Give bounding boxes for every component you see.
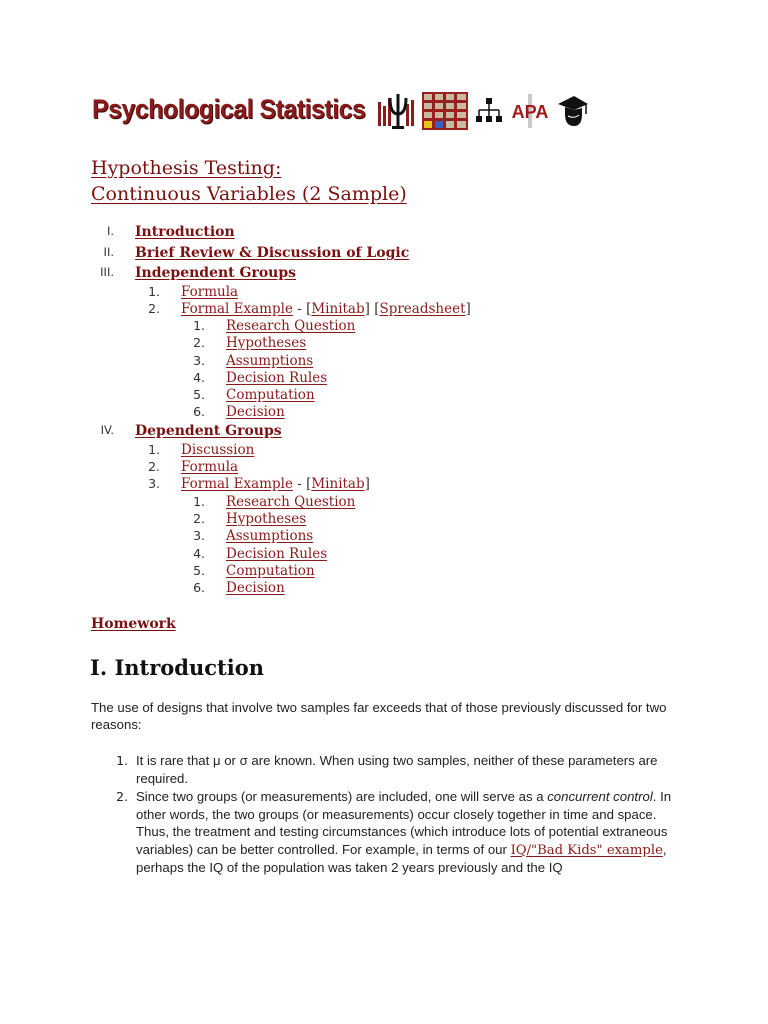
list-number: 2. <box>116 789 128 804</box>
minitab-link[interactable]: Minitab <box>311 476 365 492</box>
hierarchy-tree-icon <box>474 94 504 132</box>
toc-number: 3. <box>193 528 205 543</box>
formal-example-line <box>181 301 471 317</box>
toc-number: 2. <box>148 459 160 474</box>
graduate-cap-icon <box>556 92 590 134</box>
toc-link-dependent-groups[interactable]: Dependent Groups <box>135 423 282 439</box>
toc-link-decision[interactable]: Decision <box>226 404 285 420</box>
separator-text: ] <box>465 301 471 317</box>
toc-number: 2. <box>148 301 160 316</box>
separator-text: ] <box>364 476 370 492</box>
text-segment: , perhaps the IQ of the population was taken 2 years previously and the IQ <box>136 841 667 875</box>
toc-link-computation[interactable]: Computation <box>226 563 315 579</box>
toc-link-computation[interactable]: Computation <box>226 387 315 403</box>
toc-number: 2. <box>193 335 205 350</box>
banner <box>92 88 592 138</box>
toc-link-research-question[interactable]: Research Question <box>226 494 356 510</box>
toc-number: 1. <box>148 284 160 299</box>
toc-roman-numeral: II. <box>103 245 114 259</box>
spreadsheet-link[interactable]: Spreadsheet <box>379 301 466 317</box>
psi-bars-icon <box>376 92 416 134</box>
text-segment: Since two groups (or measurements) are included, one will serve as a <box>136 789 548 804</box>
toc-number: 4. <box>193 546 205 561</box>
toc-link-introduction[interactable]: Introduction <box>135 224 235 240</box>
toc-number: 1. <box>193 318 205 333</box>
toc-number: 4. <box>193 370 205 385</box>
toc-link-discussion[interactable]: Discussion <box>181 442 255 458</box>
formal-example-line <box>181 476 370 492</box>
separator-text: - [ <box>292 476 312 492</box>
emphasis-text: concurrent control <box>547 789 653 804</box>
toc-roman-numeral: III. <box>100 265 114 279</box>
toc-link-assumptions[interactable]: Assumptions <box>226 353 314 369</box>
list-number: 1. <box>116 753 128 768</box>
separator-text: - [ <box>292 301 312 317</box>
toc-link-formal-example[interactable]: Formal Example <box>181 301 293 317</box>
minitab-link[interactable]: Minitab <box>311 301 365 317</box>
section-heading: I. Introduction <box>90 655 264 680</box>
homework-link[interactable]: Homework <box>91 616 176 632</box>
toc-link-review[interactable]: Brief Review & Discussion of Logic <box>135 245 410 261</box>
toc-link-formula[interactable]: Formula <box>181 284 239 300</box>
toc-link-formal-example[interactable]: Formal Example <box>181 476 293 492</box>
toc-link-assumptions[interactable]: Assumptions <box>226 528 314 544</box>
list-item-text <box>136 788 676 877</box>
toc-number: 1. <box>148 442 160 457</box>
page-title <box>91 155 407 207</box>
title-line-1: Hypothesis Testing: <box>91 157 282 179</box>
apa-logo-icon <box>510 92 550 134</box>
svg-text:APA: APA <box>511 102 549 122</box>
toc-number: 6. <box>193 404 205 419</box>
banner-title: Psychological Statistics <box>92 94 366 124</box>
toc-link-research-question[interactable]: Research Question <box>226 318 356 334</box>
toc-number: 3. <box>193 353 205 368</box>
list-item-text: It is rare that μ or σ are known. When using two samples, neither of these parameters are required. <box>136 753 658 786</box>
iq-bad-kids-link[interactable]: IQ/"Bad Kids" example <box>510 842 663 858</box>
toc-link-decision-rules[interactable]: Decision Rules <box>226 546 328 562</box>
toc-number: 5. <box>193 563 205 578</box>
title-line-2: Continuous Variables (2 Sample) <box>91 183 407 205</box>
toc-number: 1. <box>193 494 205 509</box>
toc-number: 6. <box>193 580 205 595</box>
toc-number: 2. <box>193 511 205 526</box>
toc-number: 3. <box>148 476 160 491</box>
separator-text: ] [ <box>364 301 380 317</box>
toc-link-decision[interactable]: Decision <box>226 580 285 596</box>
toc-roman-numeral: IV. <box>100 423 114 437</box>
text-segment: . In other words, the two groups (or measurements) occur closely together in time and space. Thus, the treatment and testing circumstances (which introduce lots of potential extraneous variables) can be better controlled. For example, in terms of our <box>136 789 672 857</box>
toc-roman-numeral: I. <box>106 224 114 238</box>
banner-icons <box>376 88 596 138</box>
toc-link-hypotheses[interactable]: Hypotheses <box>226 335 307 351</box>
intro-paragraph: The use of designs that involve two samples far exceeds that of those previously discussed for two reasons: <box>91 700 667 732</box>
toc-link-independent-groups[interactable]: Independent Groups <box>135 265 297 281</box>
toc-link-hypotheses[interactable]: Hypotheses <box>226 511 307 527</box>
toc-link-formula[interactable]: Formula <box>181 459 239 475</box>
spreadsheet-grid-icon <box>422 92 468 134</box>
toc-number: 5. <box>193 387 205 402</box>
toc-link-decision-rules[interactable]: Decision Rules <box>226 370 328 386</box>
